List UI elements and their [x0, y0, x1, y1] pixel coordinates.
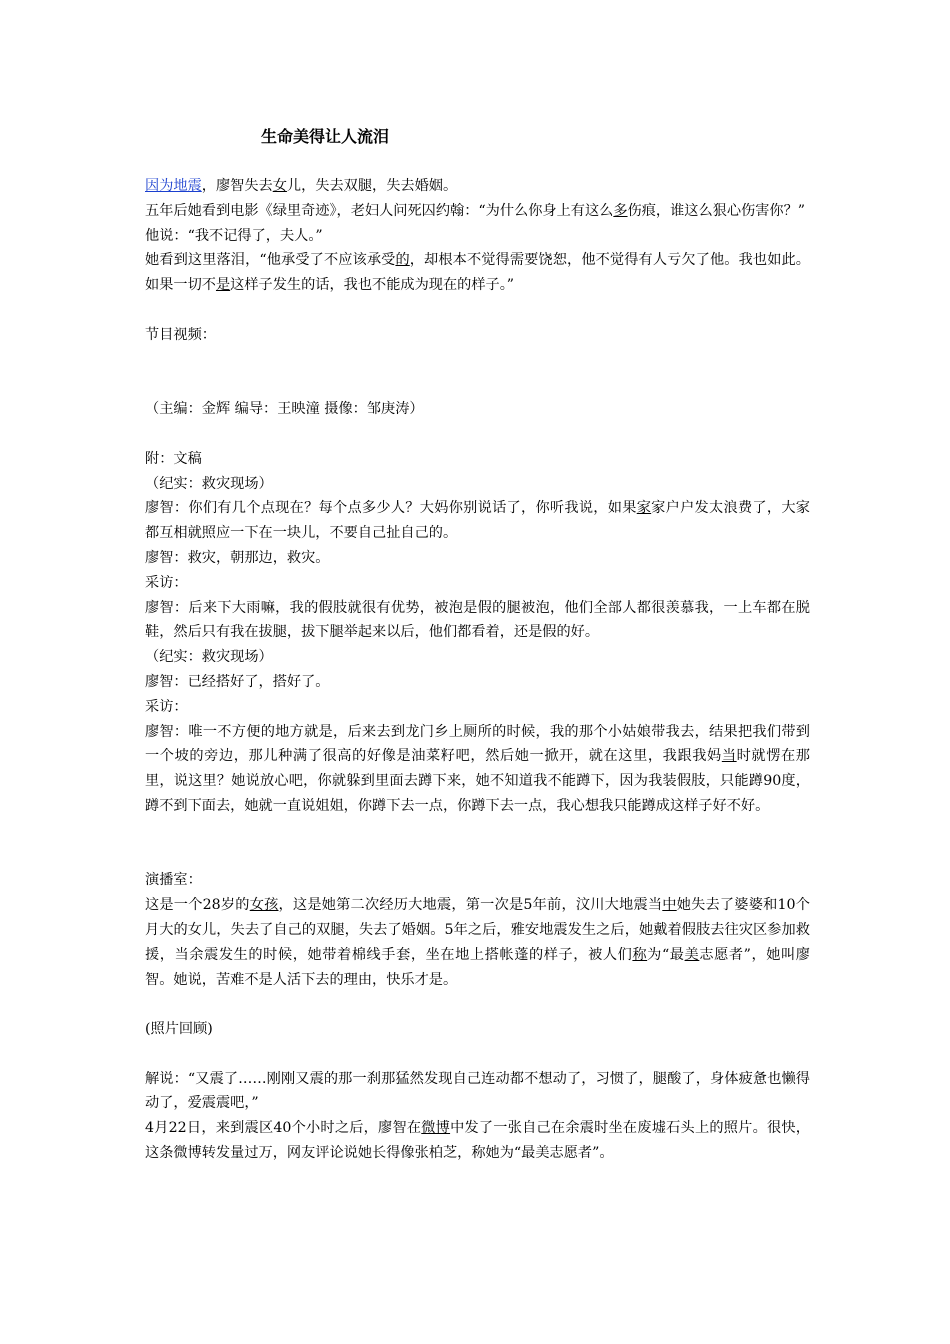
scene-label: （纪实：救灾现场） [145, 475, 273, 492]
studio-label: 演播室： [145, 872, 202, 889]
document-title: 生命美得让人流泪 [261, 127, 390, 146]
interview-label: 采访： [145, 698, 188, 715]
quote-rescue-direction: 廖智：救灾，朝那边，救灾。 [145, 549, 330, 566]
video-placeholder [145, 348, 810, 398]
commentary-quote: 解说：“又震了……刚刚又震的那一刹那猛然发现自己连动都不想动了，习惯了，腿酸了，身体疲惫也懒得动了，爱震震吧，” [145, 1070, 810, 1112]
earthquake-link[interactable]: 因为地震 [145, 178, 202, 194]
spacer [145, 298, 810, 323]
credits-line: （主编：金辉 编导：王映潼 摄像：邹庚涛） [145, 401, 424, 418]
interview-label: 采访： [145, 574, 188, 591]
quote-tent-done: 廖智：已经搭好了，搭好了。 [145, 673, 330, 690]
paragraph-intro: 因为地震，廖智失去女儿，失去双腿，失去婚姻。 [145, 178, 458, 194]
spacer [145, 1042, 810, 1067]
video-label: 节目视频： [145, 326, 216, 343]
quote-rescue-points: 廖智：你们有几个点现在？每个点多少人？大妈你别说话了，你听我说，如果家家户户发太浪费了，大家都互相就照应一下在一块儿，不要自己扯自己的。 [145, 500, 810, 542]
studio-narration: 这是一个28岁的女孩，这是她第二次经历大地震，第一次是5年前，汶川大地震当中她失去了婆婆和10个月大的女儿，失去了自己的双腿，失去了婚姻。5年之后，雅安地震发生之后，她戴着假肢去往灾区参加救援，当余震发生的时候，她带着棉线手套，坐在地上搭帐蓬的样子，被人们称为“最美志愿者”，她叫廖智。她说，苦难不是人活下去的理由，快乐才是。 [145, 897, 810, 988]
quote-rain: 廖智：后来下大雨嘛，我的假肢就很有优势，被泡是假的腿被泡，他们全部人都很羡慕我，一上车都在脱鞋，然后只有我在拔腿，拔下腿举起来以后，他们都看着，还是假的好。 [145, 599, 810, 641]
weibo-paragraph: 4月22日，来到震区40个小时之后，廖智在微博中发了一张自己在余震时坐在废墟石头上的照片。很快，这条微博转发量过万，网友评论说她长得像张柏芝，称她为“最美志愿者”。 [145, 1120, 810, 1162]
scene-label: （纪实：救灾现场） [145, 649, 273, 666]
spacer [145, 992, 810, 1017]
quote-inconvenience: 廖智：唯一不方便的地方就是，后来去到龙门乡上厕所的时候，我的那个小姑娘带我去，结果把我们带到一个坡的旁边，那儿种满了很高的好像是油菜籽吧，然后她一掀开，就在这里，我跟我妈当时就愣在那里，说这里？她说放心吧，你就躲到里面去蹲下来，她不知道我不能蹲下，因为我装假肢，只能蹲90度，蹲不到下面去，她就一直说姐姐，你蹲下去一点，你蹲下去一点，我心想我只能蹲成这样子好不好。 [145, 723, 810, 814]
paragraph-tears: 她看到这里落泪，“他承受了不应该承受的，却根本不觉得需要饶恕，他不觉得有人亏欠了他。我也如此。如果一切不是这样子发生的话，我也不能成为现在的样子。” [145, 252, 810, 294]
spacer [145, 422, 810, 447]
paragraph-movie: 五年后她看到电影《绿里奇迹》，老妇人问死囚约翰：“为什么你身上有这么多伤痕，谁这么狠心伤害你？” [145, 202, 806, 219]
spacer [145, 819, 810, 869]
document-body [145, 174, 810, 1166]
appendix-heading: 附：文稿 [145, 450, 202, 467]
paragraph-reply: 他说：“我不记得了，夫人。” [145, 227, 323, 244]
photo-review-label: (照片回顾) [145, 1021, 213, 1038]
